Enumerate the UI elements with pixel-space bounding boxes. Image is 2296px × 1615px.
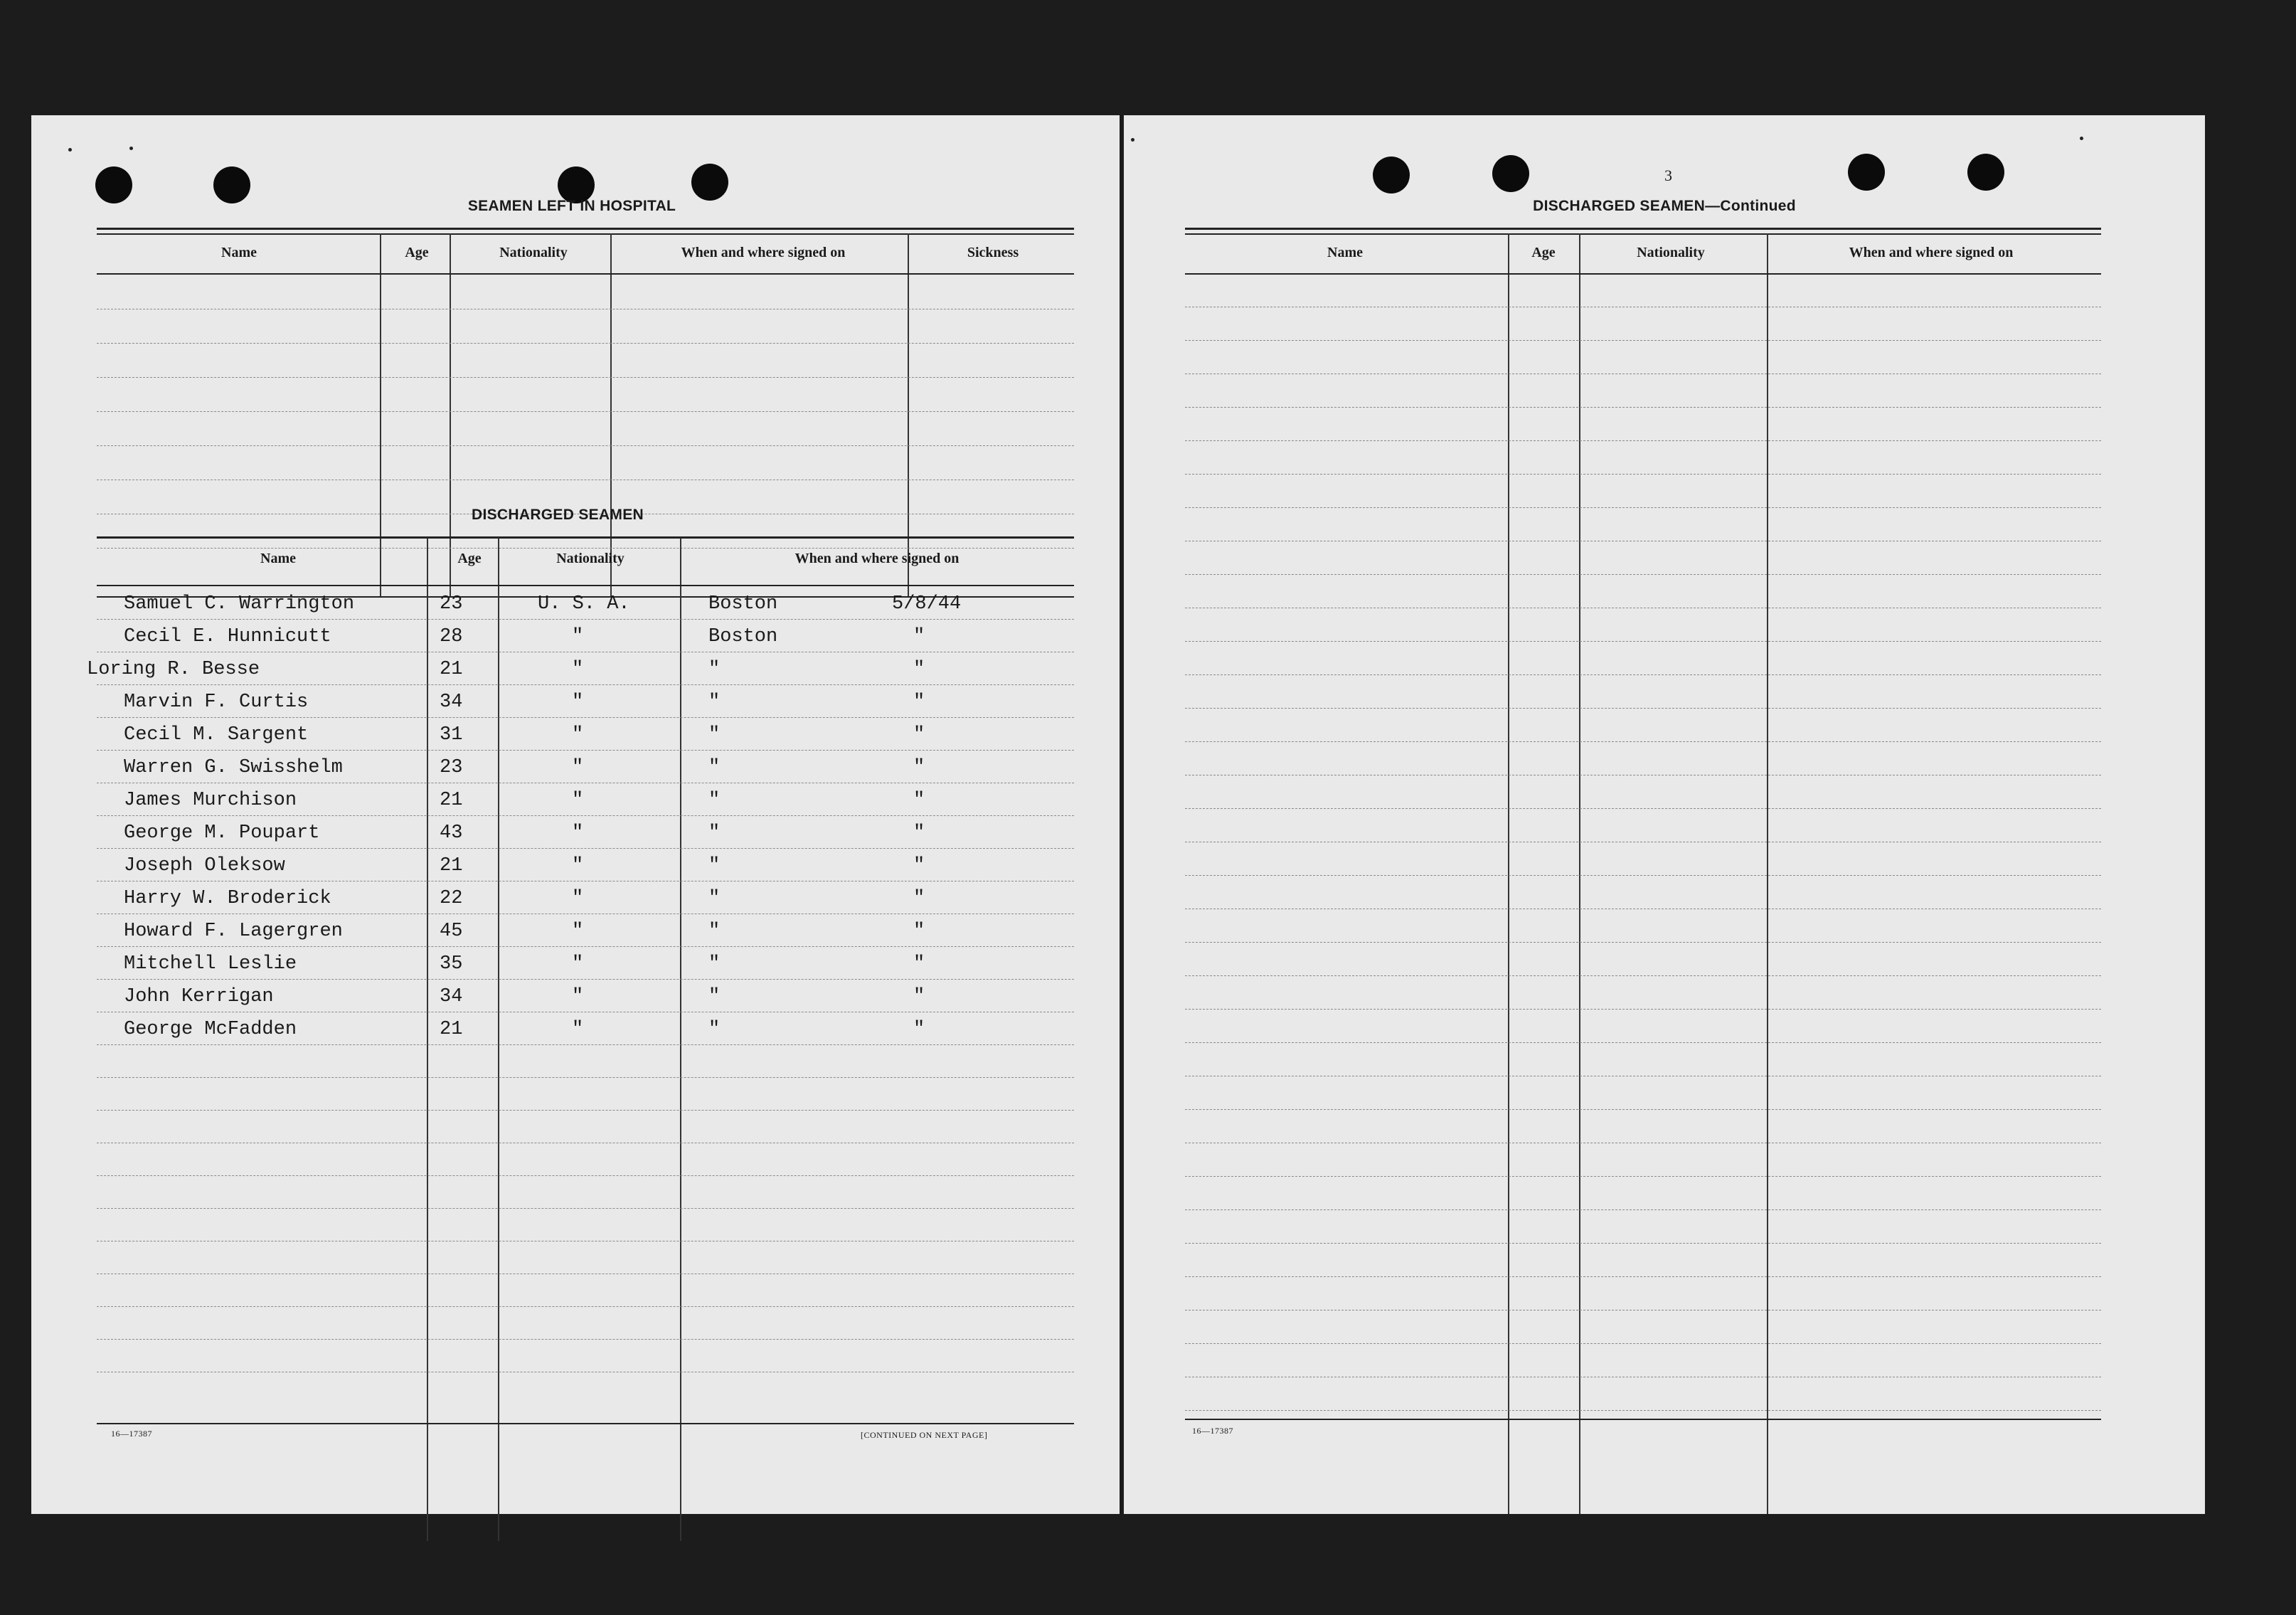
ruled-line (1185, 1276, 2101, 1277)
seaman-nationality: " (572, 626, 584, 647)
seaman-name: Samuel C. Warrington (124, 593, 355, 615)
ruled-line (1185, 474, 2101, 475)
right-col-age: Age (1531, 245, 1556, 260)
ruled-line (1185, 808, 2101, 809)
seaman-age: 21 (440, 659, 463, 680)
discharged-section-title: DISCHARGED SEAMEN (472, 507, 644, 523)
seaman-nationality: " (572, 1019, 584, 1040)
form-number: 16—17387 (1192, 1426, 1233, 1436)
seaman-name: Cecil M. Sargent (124, 724, 309, 746)
ruled-line (1185, 507, 2101, 508)
ruled-line (1185, 574, 2101, 575)
ruled-line (1185, 641, 2101, 642)
seaman-signed-on-date: " (913, 659, 925, 680)
seaman-signed-on-date: " (913, 724, 925, 746)
ink-mark (68, 148, 72, 152)
seaman-name: George M. Poupart (124, 822, 320, 844)
right-top-rule (1185, 233, 2101, 235)
seaman-signed-on-date: " (913, 986, 925, 1007)
hospital-header-rule (97, 273, 1074, 275)
punch-hole (95, 166, 132, 203)
seaman-signed-on-date: " (913, 790, 925, 811)
seaman-signed-on-date: " (913, 953, 925, 975)
seaman-signed-on-date: " (913, 888, 925, 909)
column-divider (380, 233, 381, 598)
seaman-signed-on-place: " (708, 822, 721, 844)
seaman-age: 22 (440, 888, 463, 909)
seaman-age: 45 (440, 921, 463, 942)
seaman-signed-on-place: " (708, 757, 721, 778)
discharged-top-rule (97, 536, 1074, 539)
page-number: 3 (1664, 166, 1672, 184)
seaman-nationality: U. S. A. (538, 593, 630, 615)
seaman-name: Marvin F. Curtis (124, 692, 309, 713)
ink-mark (129, 147, 133, 150)
hospital-col-age: Age (405, 245, 429, 260)
punch-hole (1373, 157, 1410, 194)
seaman-nationality: " (572, 724, 584, 746)
seaman-signed-on-place: " (708, 659, 721, 680)
seaman-signed-on-date: " (913, 692, 925, 713)
ruled-line (1185, 440, 2101, 441)
ruled-line (1185, 1209, 2101, 1210)
seaman-signed-on-date: " (913, 626, 925, 647)
seaman-signed-on-date: " (913, 1019, 925, 1040)
hospital-bottom-rule (97, 596, 1074, 598)
punch-hole (1967, 154, 2004, 191)
hospital-col-signed-on: When and where signed on (681, 245, 846, 260)
ruled-line (1185, 741, 2101, 742)
ruled-line (1185, 340, 2101, 341)
seaman-age: 23 (440, 593, 463, 615)
right-header-rule (1185, 273, 2101, 275)
seaman-name: Howard F. Lagergren (124, 921, 343, 942)
ruled-line (1185, 1343, 2101, 1344)
right-section-title: DISCHARGED SEAMEN—Continued (1533, 198, 1796, 214)
right-col-signed-on: When and where signed on (1849, 245, 2014, 260)
seaman-nationality: " (572, 790, 584, 811)
seaman-signed-on-date: " (913, 822, 925, 844)
seaman-signed-on-place: " (708, 724, 721, 746)
hospital-top-rule (97, 233, 1074, 235)
right-col-nationality: Nationality (1637, 245, 1705, 260)
seaman-nationality: " (572, 757, 584, 778)
ruled-line (1185, 1109, 2101, 1110)
ruled-line (1185, 975, 2101, 976)
seaman-age: 21 (440, 1019, 463, 1040)
ruled-line (97, 445, 1074, 446)
ruled-line (1185, 1009, 2101, 1010)
seaman-signed-on-place: " (708, 953, 721, 975)
punch-hole (213, 166, 250, 203)
column-divider (1508, 233, 1509, 1514)
ruled-line (1185, 674, 2101, 675)
ruled-line (1185, 875, 2101, 876)
seaman-name: Warren G. Swisshelm (124, 757, 343, 778)
seaman-name: Joseph Oleksow (124, 855, 285, 877)
right-col-name: Name (1327, 245, 1363, 260)
seaman-name: John Kerrigan (124, 986, 274, 1007)
hospital-col-name: Name (221, 245, 257, 260)
column-divider (908, 233, 909, 598)
seaman-name: Harry W. Broderick (124, 888, 331, 909)
seaman-age: 35 (440, 953, 463, 975)
seaman-age: 34 (440, 986, 463, 1007)
seaman-nationality: " (572, 888, 584, 909)
seaman-nationality: " (572, 921, 584, 942)
seaman-signed-on-place: Boston (708, 593, 778, 615)
seaman-signed-on-place: Boston (708, 626, 778, 647)
punch-hole (1848, 154, 1885, 191)
seaman-name: George McFadden (124, 1019, 297, 1040)
discharged-col-signed-on: When and where signed on (794, 551, 960, 566)
ink-mark (1131, 138, 1134, 142)
seaman-signed-on-date: " (913, 757, 925, 778)
seaman-nationality: " (572, 822, 584, 844)
seaman-age: 34 (440, 692, 463, 713)
hospital-section-title: SEAMEN LEFT IN HOSPITAL (467, 198, 676, 214)
seaman-signed-on-place: " (708, 888, 721, 909)
seaman-nationality: " (572, 855, 584, 877)
hospital-col-nationality: Nationality (499, 245, 568, 260)
seaman-signed-on-place: " (708, 1019, 721, 1040)
hospital-top-rule (97, 228, 1074, 230)
ruled-line (97, 411, 1074, 412)
punch-hole (691, 164, 728, 201)
seaman-signed-on-place: " (708, 692, 721, 713)
ruled-line (1185, 1410, 2101, 1411)
ink-mark (2080, 137, 2083, 140)
seaman-nationality: " (572, 986, 584, 1007)
column-divider (610, 233, 612, 598)
discharged-col-name: Name (260, 551, 296, 566)
ruled-line (97, 377, 1074, 378)
ruled-line (1185, 708, 2101, 709)
column-divider (1767, 233, 1768, 1514)
continued-note: [CONTINUED ON NEXT PAGE] (861, 1430, 988, 1440)
right-top-rule (1185, 228, 2101, 230)
seaman-signed-on-place: " (708, 790, 721, 811)
seaman-signed-on-place: " (708, 986, 721, 1007)
ruled-line (1185, 1176, 2101, 1177)
left-page (31, 115, 1120, 1514)
seaman-age: 21 (440, 790, 463, 811)
seaman-nationality: " (572, 692, 584, 713)
ruled-line (1185, 407, 2101, 408)
discharged-col-age: Age (457, 551, 482, 566)
seaman-signed-on-date: " (913, 855, 925, 877)
seaman-nationality: " (572, 953, 584, 975)
seaman-name: Loring R. Besse (87, 659, 260, 680)
seaman-age: 21 (440, 855, 463, 877)
seaman-age: 43 (440, 822, 463, 844)
seaman-signed-on-place: " (708, 855, 721, 877)
punch-hole (1492, 155, 1529, 192)
column-divider (450, 233, 451, 598)
column-divider (1579, 233, 1580, 1514)
seaman-name: Cecil E. Hunnicutt (124, 626, 331, 647)
form-number: 16—17387 (111, 1429, 152, 1439)
seaman-age: 31 (440, 724, 463, 746)
seaman-signed-on-date: " (913, 921, 925, 942)
discharged-col-nationality: Nationality (556, 551, 625, 566)
right-page (1124, 115, 2205, 1514)
ruled-line (1185, 1243, 2101, 1244)
ruled-line (97, 343, 1074, 344)
seaman-name: Mitchell Leslie (124, 953, 297, 975)
seaman-signed-on-date: 5/8/44 (892, 593, 962, 615)
ruled-line (1185, 942, 2101, 943)
seaman-name: James Murchison (124, 790, 297, 811)
ruled-line (97, 548, 1074, 549)
seaman-nationality: " (572, 659, 584, 680)
ruled-line (1185, 1042, 2101, 1043)
seaman-signed-on-place: " (708, 921, 721, 942)
right-bottom-rule (1185, 1419, 2101, 1420)
seaman-age: 23 (440, 757, 463, 778)
seaman-age: 28 (440, 626, 463, 647)
hospital-col-sickness: Sickness (967, 245, 1019, 260)
